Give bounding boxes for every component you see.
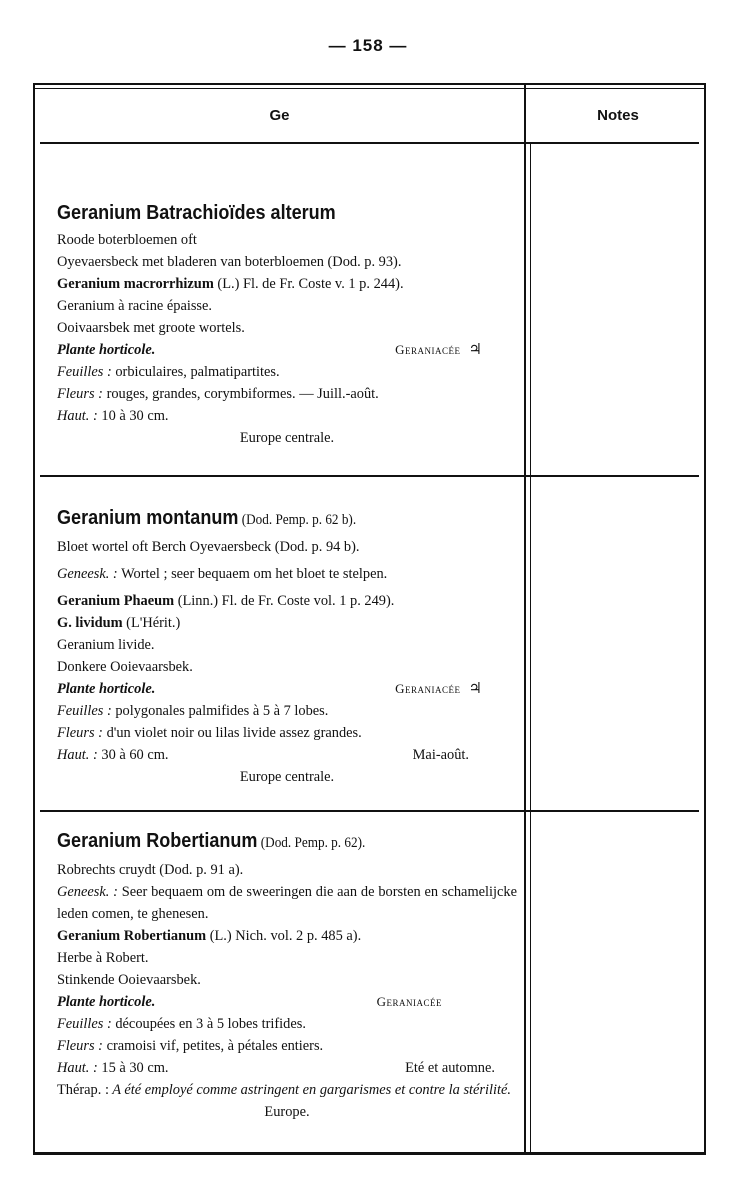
feuilles-line: Feuilles : polygonales palmifides à 5 à 7 lobes.: [57, 703, 329, 719]
entry-title: Geranium Robertianum (Dod. Pemp. p. 62).: [57, 829, 366, 852]
vernacular-name: Oyevaersbeck met bladeren van boterbloemen (Dod. p. 93).: [57, 254, 402, 270]
haut-line: Haut. : 10 à 30 cm.: [57, 408, 169, 424]
header-rule: [40, 142, 699, 144]
synonym-line: Geranium Robertianum (L.) Nich. vol. 2 p. 485 a).: [57, 928, 362, 944]
entry-geranium-montanum: [57, 505, 517, 788]
family-label: Geraniacée: [395, 342, 461, 357]
geneesk-line: Geneesk. : Wortel ; seer bequaem om het bloet te stelpen.: [57, 566, 388, 582]
haut-line: Haut. : 30 à 60 cm. Mai-août.: [57, 744, 469, 766]
vernacular-name: Roode boterbloemen oft: [57, 232, 197, 248]
synonym-line: G. lividum (L'Hérit.): [57, 615, 181, 631]
plante-row: Plante horticole. Geraniacée ♃: [57, 342, 482, 358]
page-number: — 158 —: [328, 36, 408, 55]
region-line: Europe centrale.: [239, 769, 335, 785]
column-divider: [524, 85, 526, 1152]
synonym-line: Geranium macrorrhizum (L.) Fl. de Fr. Coste v. 1 p. 244).: [57, 276, 404, 292]
entry-separator: [40, 475, 699, 477]
perennial-symbol: ♃: [468, 681, 482, 697]
season: Eté et automne.: [405, 1060, 495, 1076]
family-label: Geraniacée: [376, 994, 442, 1009]
synonym-line: Geranium Phaeum (Linn.) Fl. de Fr. Coste vol. 1 p. 249).: [57, 593, 395, 609]
frame-double-rule: [35, 88, 704, 89]
vernacular-name: Bloet wortel oft Berch Oyevaersbeck (Dod. p. 94 b).: [57, 539, 360, 555]
plante-row: Plante horticole. Geraniacée: [57, 991, 442, 1013]
feuilles-line: Feuilles : découpées en 3 à 5 lobes trifides.: [57, 1016, 306, 1032]
vernacular-name: Robrechts cruydt (Dod. p. 91 a).: [57, 862, 244, 878]
entry-geranium-robertianum: [57, 828, 517, 1123]
fleurs-line: Fleurs : d'un violet noir ou lilas livide assez grandes.: [57, 725, 362, 741]
fleurs-line: Fleurs : cramoisi vif, petites, à pétales entiers.: [57, 1038, 324, 1054]
feuilles-line: Feuilles : orbiculaires, palmatipartites.: [57, 364, 280, 380]
entry-geranium-batrachioides: [57, 200, 517, 449]
region-line: Europe.: [264, 1104, 310, 1120]
perennial-symbol: ♃: [468, 342, 482, 358]
entry-title: Geranium montanum (Dod. Pemp. p. 62 b).: [57, 506, 357, 529]
column-header-notes: Notes: [597, 107, 639, 124]
geneesk-line: Geneesk. : Seer bequaem om de sweeringen die aan de borsten en schamelijcke leden comen, te ghenesen.: [57, 884, 517, 922]
french-name: Geranium à racine épaisse.: [57, 298, 213, 314]
dutch-name: Stinkende Ooievaarsbek.: [57, 972, 201, 988]
dutch-name: Donkere Ooievaarsbek.: [57, 659, 193, 675]
fleurs-line: Fleurs : rouges, grandes, corymbiformes. — Juill.-août.: [57, 386, 379, 402]
season: Mai-août.: [412, 747, 469, 763]
table-frame: [33, 83, 706, 1155]
haut-line: Haut. : 15 à 30 cm. Eté et automne.: [57, 1057, 495, 1079]
column-header-main: Ge: [269, 107, 290, 124]
column-divider-inner: [530, 142, 531, 1152]
region-line: Europe centrale.: [239, 430, 335, 446]
entry-separator: [40, 810, 699, 812]
entry-title: Geranium Batrachioïdes alterum: [57, 201, 336, 224]
therap-line: Thérap. : A été employé comme astringent en gargarismes et contre la stérilité.: [57, 1082, 512, 1098]
plante-row: Plante horticole. Geraniacée ♃: [57, 681, 482, 697]
family-label: Geraniacée: [395, 681, 461, 696]
french-name: Geranium livide.: [57, 637, 155, 653]
dutch-name: Ooivaarsbek met groote wortels.: [57, 320, 245, 336]
french-name: Herbe à Robert.: [57, 950, 149, 966]
